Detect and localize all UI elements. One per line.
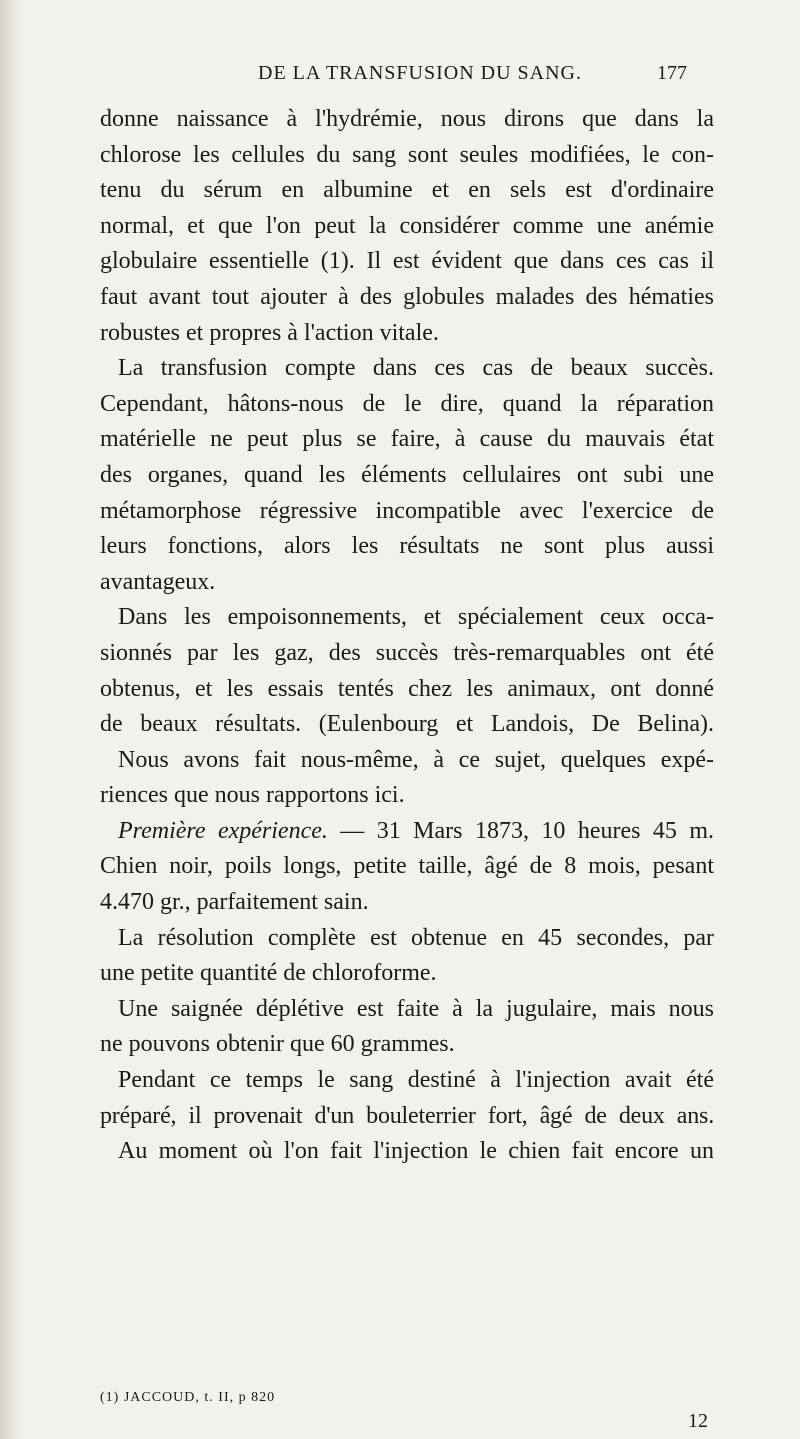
text-line: Dans les empoisonnements, et spécialement ceux occa-	[118, 604, 714, 631]
text-line: matérielle ne peut plus se faire, à cause du mauvais état	[100, 426, 714, 453]
text-line: robustes et propres à l'action vitale.	[100, 319, 439, 346]
text-line: Nous avons fait nous-même, à ce sujet, quelques expé-	[118, 746, 714, 773]
experience-label: Première expérience.	[118, 817, 328, 844]
text-line: globulaire essentielle (1). Il est évident que dans ces cas il	[100, 248, 714, 275]
text-line: normal, et que l'on peut la considérer comme une anémie	[100, 212, 714, 239]
experience-text: — 31 Mars 1873, 10 heures 45 m.	[327, 817, 714, 844]
text-line: faut avant tout ajouter à des globules malades des hématies	[100, 283, 714, 310]
text-line: des organes, quand les éléments cellulaires ont subi une	[100, 461, 714, 488]
text-line: Chien noir, poils longs, petite taille, âgé de 8 mois, pesant	[100, 853, 714, 880]
text-line: obtenus, et les essais tentés chez les animaux, ont donné	[100, 675, 714, 702]
signature-mark: 12	[688, 1410, 708, 1432]
text-line: Une saignée déplétive est faite à la jugulaire, mais nous	[118, 995, 714, 1022]
text-line: La transfusion compte dans ces cas de beaux succès.	[118, 355, 714, 382]
text-line: donne naissance à l'hydrémie, nous dirons que dans la	[100, 106, 714, 132]
text-line: Au moment où l'on fait l'injection le chien fait encore un	[118, 1138, 714, 1165]
text-line: de beaux résultats. (Eulenbourg et Landois, De Belina).	[100, 711, 714, 738]
text-line: Pendant ce temps le sang destiné à l'injection avait été	[118, 1067, 714, 1094]
text-line: Cependant, hâtons-nous de le dire, quand la réparation	[100, 390, 714, 417]
text-line: préparé, il provenait d'un bouleterrier fort, âgé de deux ans.	[100, 1102, 714, 1129]
text-line: une petite quantité de chloroforme.	[100, 960, 437, 987]
text-line: tenu du sérum en albumine et en sels est d'ordinaire	[100, 177, 714, 204]
body-text	[100, 102, 714, 1170]
text-line: ne pouvons obtenir que 60 grammes.	[100, 1031, 455, 1058]
text-line: leurs fonctions, alors les résultats ne sont plus aussi	[100, 533, 714, 560]
text-line: sionnés par les gaz, des succès très-remarquables ont été	[100, 639, 714, 666]
text-line: riences que nous rapportons ici.	[100, 782, 405, 809]
experience-line	[100, 814, 714, 850]
running-head: DE LA TRANSFUSION DU SANG.	[258, 62, 582, 84]
text-line: La résolution complète est obtenue en 45 secondes, par	[118, 924, 714, 951]
text-line: 4.470 gr., parfaitement sain.	[100, 889, 369, 916]
footnote: (1) JACCOUD, t. II, p 820	[100, 1390, 276, 1405]
text-line: métamorphose régressive incompatible avec l'exercice de	[100, 497, 714, 524]
binding-shadow	[0, 0, 26, 1439]
page-number: 177	[657, 62, 687, 84]
text-line: chlorose les cellules du sang sont seules modifiées, le con-	[100, 141, 714, 168]
text-line: avantageux.	[100, 568, 216, 595]
